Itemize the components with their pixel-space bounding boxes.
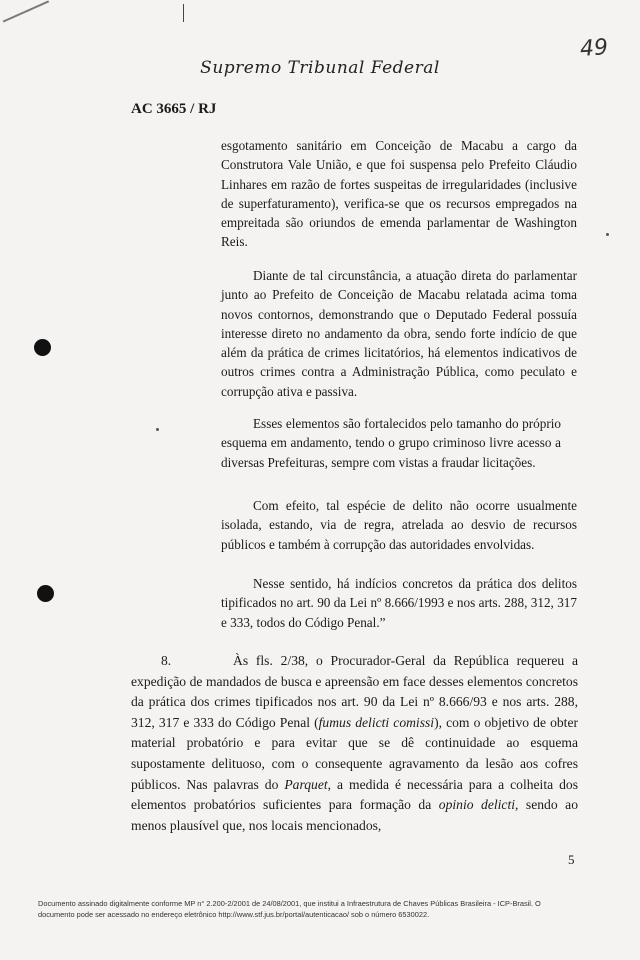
- digital-signature-footer: [38, 898, 612, 920]
- quote-paragraph-2: [221, 266, 577, 401]
- quote-text-2: Diante de tal circunstância, a atuação direta do parlamentar junto ao Prefeito de Conceição de Macabu relatada acima toma novos contornos, demonstrando que o Deputado Federal possuía interesse direto no andamento da obra, sendo forte indício de que além da prática de crimes licitatórios, há elementos indicativos de outros crimes contra a Administração Pública, como peculato e corrupção ativa e passiva.: [221, 268, 577, 399]
- quote-paragraph-5: [221, 574, 577, 632]
- margin-speck: [606, 233, 609, 236]
- quote-paragraph-3: [221, 414, 561, 472]
- quote-text-5: Nesse sentido, há indícios concretos da prática dos delitos tipificados no art. 90 da Lei nº 8.666/1993 e nos arts. 288, 312, 317 e 333, todos do Código Penal.”: [221, 576, 577, 630]
- paragraph-8: [131, 651, 578, 836]
- handwritten-folio-number: 49: [579, 35, 609, 62]
- quote-text-3: Esses elementos são fortalecidos pelo tamanho do próprio esquema em andamento, tendo o grupo criminoso livre acesso a diversas Prefeituras, sempre com vistas a fraudar licitações.: [221, 416, 561, 470]
- quote-text-1: esgotamento sanitário em Conceição de Macabu a cargo da Construtora Vale União, e que foi suspensa pelo Prefeito Cláudio Linhares em razão de fortes suspeitas de irregularidades (inclusive de superfaturamento), verifica-se que os recursos empregados na empreitada são oriundos de emenda parlamentar de Washington Reis.: [221, 138, 577, 250]
- page-number: 5: [568, 852, 575, 867]
- quote-text-4: Com efeito, tal espécie de delito não ocorre usualmente isolada, estando, via de regra, atrelada ao desvio de recursos públicos e também à corrupção das autoridades envolvidas.: [221, 498, 577, 552]
- paragraph-number: 8.: [161, 653, 172, 668]
- paragraph-8-part-4: , sendo ao menos plausível que, nos locais mencionados,: [131, 797, 578, 833]
- quote-paragraph-1: [221, 136, 577, 252]
- paragraph-8-part-3: , a medida é necessária para a colheita dos elementos probatórios suficientes para formação da: [131, 776, 578, 813]
- top-margin-mark: [183, 4, 184, 22]
- footer-line-2: documento pode ser acessado no endereço eletrônico http://www.stf.jus.br/portal/autenticacao/ sob o número 6530022.: [38, 910, 430, 919]
- court-header: Supremo Tribunal Federal: [200, 58, 440, 78]
- quote-paragraph-4: [221, 496, 577, 554]
- latin-term-opinio: opinio delicti: [438, 797, 516, 813]
- punch-hole-top: [34, 339, 51, 356]
- corner-scan-mark: [3, 0, 49, 22]
- case-number: AC 3665 / RJ: [131, 101, 217, 117]
- latin-term-fumus: fumus delicti comissi: [318, 714, 435, 730]
- paragraph-8-part-1: Às fls. 2/38, o Procurador-Geral da República requereu a expedição de mandados de busca e apreensão em face desses elementos concretos da prática dos crimes tipificados nos art. 90 da Lei nº 8.666/93 e nos arts. 288, 312, 317 e 333 do Código Penal (: [131, 653, 578, 730]
- paragraph-8-text: [131, 651, 578, 836]
- margin-speck: [156, 428, 159, 431]
- footer-line-1: Documento assinado digitalmente conforme MP n° 2.200-2/2001 de 24/08/2001, que institui a Infraestrutura de Chaves Públicas Brasileira - ICP-Brasil. O: [38, 899, 541, 908]
- paragraph-8-part-2: ), com o objetivo de obter material probatório e para evitar que se dê continuidade ao esquema supostamente delituoso, com o consequente agravamento da lesão aos cofres públicos. Nas palavras do: [131, 714, 579, 792]
- punch-hole-bottom: [37, 585, 54, 602]
- latin-term-parquet: Parquet: [284, 776, 328, 792]
